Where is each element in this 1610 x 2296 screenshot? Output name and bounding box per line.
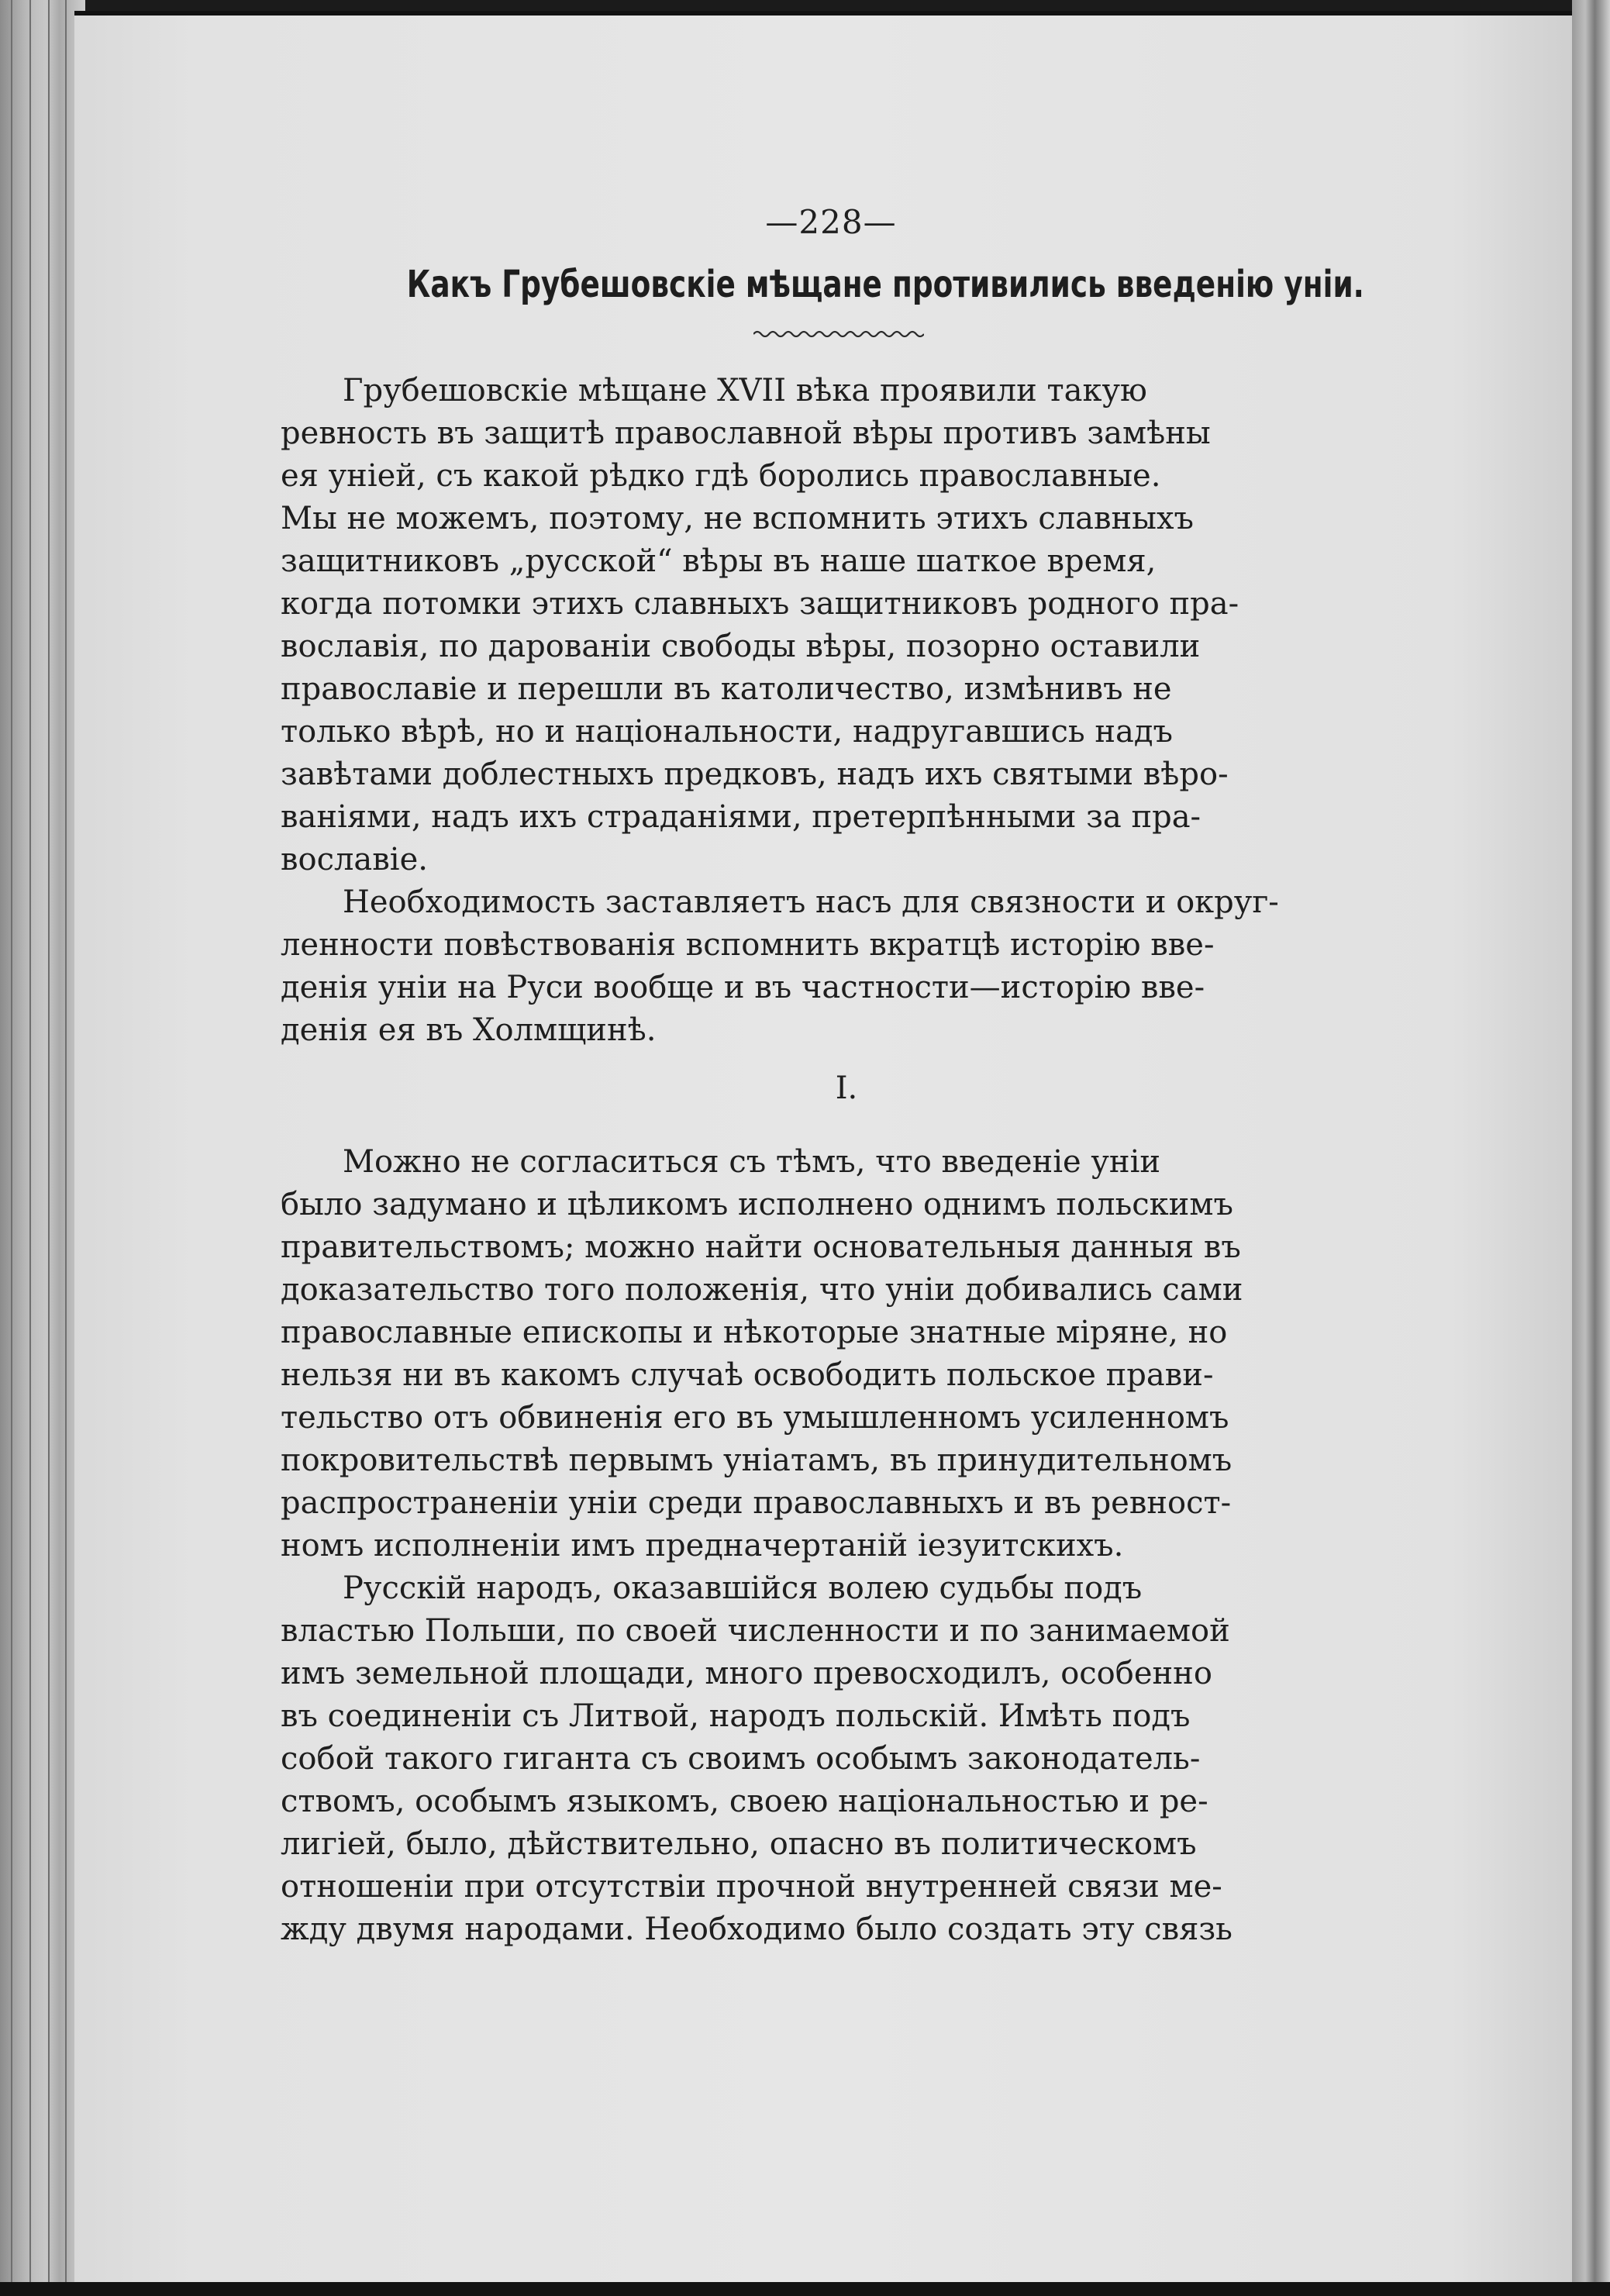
- edge-line: [29, 0, 31, 2296]
- paragraph: Русскій народъ, оказавшійся волею судьбы подъ властью Польши, по своей численности и по занимаемой имъ земельной площади, много превосходилъ, особенно въ соединеніи съ Литвой, народъ польскій. Имѣть подъ собой такого гиганта съ своимъ особымъ законодатель- ствомъ, особымъ языкомъ, своею національностью и ре- лигіей, было, дѣйствительно, опасно въ политическомъ отношеніи при отсутствіи прочной внутренней связи ме- жду двумя народами. Необходимо было создать эту связь: [281, 1570, 1232, 1947]
- left-book-edge: [0, 0, 85, 2296]
- page-number: —228—: [765, 203, 897, 241]
- section-heading: I.: [835, 1070, 858, 1106]
- paragraph: Необходимость заставляетъ насъ для связности и округ- ленности повѣствованія вспомнить вкратцѣ исторію вве- денія уніи на Руси вообще и въ частности—исторію вве- денія ея въ Холмщинѣ.: [281, 884, 1279, 1048]
- chapter-title: Какъ Грубешовскіе мѣщане противились введенію уніи.: [406, 263, 1364, 306]
- edge-line: [11, 0, 12, 2296]
- right-book-edge: [1572, 0, 1610, 2296]
- paragraph: Можно не согласиться съ тѣмъ, что введеніе уніи было задумано и цѣликомъ исполнено однимъ польскимъ правительствомъ; можно найти основательныя данныя въ доказательство того положенія, что уніи добивались сами православные епископы и нѣкоторые знатные міряне, но нельзя ни въ какомъ случаѣ освободить польское прави- тельство отъ обвиненія его въ умышленномъ усиленномъ покровительствѣ первымъ уніатамъ, въ принудительномъ распространеніи уніи среди православныхъ и въ ревност- номъ исполненіи имъ предначертаній іезуитскихъ.: [281, 1144, 1243, 1563]
- edge-line: [65, 0, 67, 2296]
- paragraph: Грубешовскіе мѣщане XVII вѣка проявили такую ревность въ защитѣ православной вѣры противъ замѣны ея уніей, съ какой рѣдко гдѣ боролись православные. Мы не можемъ, поэтому, не вспомнить этихъ славныхъ защитниковъ „русской“ вѣры въ наше шаткое время, когда потомки этихъ славныхъ защитниковъ родного пра- вославія, по дарованіи свободы вѣры, позорно оставили православіе и перешли въ католичество, измѣнивъ не только вѣрѣ, но и національности, надругавшись надъ завѣтами доблестныхъ предковъ, надъ ихъ святыми вѣро- ваніями, надъ ихъ страданіями, претерпѣнными за пра- вославіе.: [281, 373, 1239, 877]
- page-content: [281, 203, 1428, 1951]
- wavy-ornament-icon: [753, 328, 924, 340]
- edge-line: [48, 0, 50, 2296]
- bottom-scan-border: [0, 2282, 1610, 2296]
